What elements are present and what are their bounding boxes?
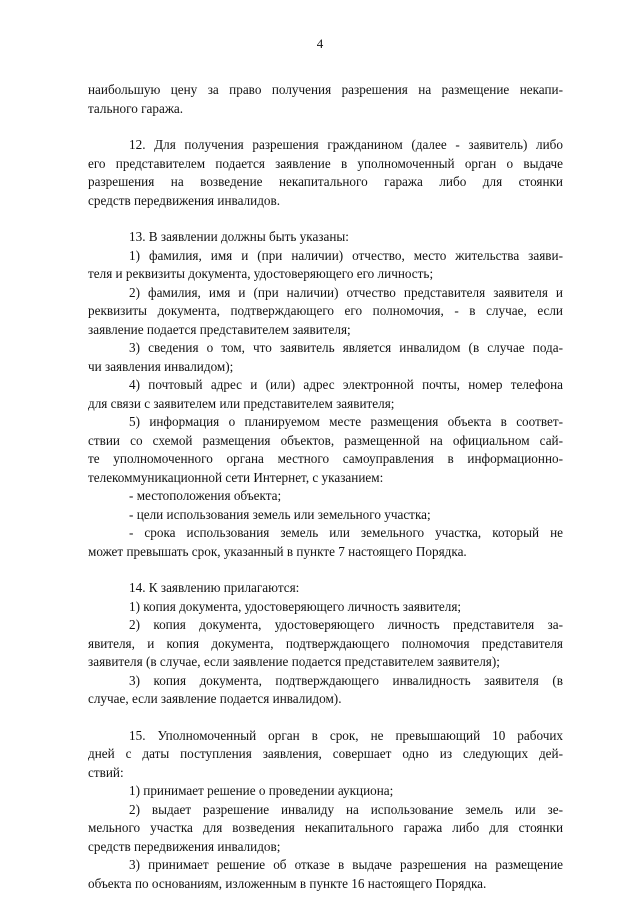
paragraph-spacer — [88, 118, 563, 136]
text-line: 1) копия документа, удостоверяющего личность заявителя; — [129, 598, 462, 614]
text-line: случае, если заявление подается инвалидом). — [88, 691, 342, 706]
text-line: наибольшую цену за право получения разрешения на размещение некапи- — [88, 82, 563, 97]
text-line: 3) принимает решение об отказе в выдаче разрешения на размещение — [129, 857, 563, 872]
text-line: средств передвижения инвалидов; — [88, 838, 281, 854]
text-line: дней с даты поступления заявления, совершает одно из следующих дей- — [88, 746, 563, 761]
text-line: те уполномоченного органа местного самоуправления в информационно- — [88, 451, 563, 466]
page-number: 4 — [316, 36, 324, 51]
text-line: 2) фамилия, имя и (при наличии) отчество представителя заявителя и — [129, 284, 563, 300]
text-line: может превышать срок, указанный в пункте 7 настоящего Порядка. — [88, 543, 467, 559]
paragraph-spacer — [88, 210, 563, 228]
text-line: для связи с заявителем или представителем заявителя; — [88, 395, 395, 411]
text-line: разрешения на возведение некапитального гаража либо для стоянки — [88, 174, 563, 189]
paragraph — [88, 579, 563, 709]
text-line: телекоммуникационной сети Интернет, с указанием: — [88, 469, 384, 485]
text-line: заявление подается представителем заявителя; — [88, 321, 351, 337]
text-line: 3) сведения о том, что заявитель является инвалидом (в случае пода- — [129, 340, 563, 355]
text-line: - срока использования земель или земельного участка, который не — [129, 525, 563, 540]
paragraph-spacer — [88, 561, 563, 579]
text-line: - местоположения объекта; — [129, 488, 282, 503]
text-line: - цели использования земель или земельного участка; — [129, 506, 431, 522]
text-line: явителя, и копия документа, подтверждающего полномочия представителя — [88, 635, 563, 651]
text-line: средств передвижения инвалидов. — [88, 192, 281, 208]
paragraph-spacer — [88, 709, 563, 727]
text-line: заявителя (в случае, если заявление подается представителем заявителя); — [88, 654, 500, 669]
text-line: 4) почтовый адрес и (или) адрес электронной почты, номер телефона — [129, 377, 563, 392]
text-line: мельного участка для возведения некапитального гаража либо для стоянки — [88, 820, 563, 835]
text-line: реквизиты документа, подтверждающего его полномочия, - в случае, если — [88, 303, 563, 318]
paragraph — [88, 81, 563, 118]
paragraph — [88, 136, 563, 210]
text-line: тального гаража. — [88, 100, 184, 116]
paragraph — [88, 228, 563, 561]
text-line: 1) принимает решение о проведении аукциона; — [129, 783, 394, 798]
text-line: чи заявления инвалидом); — [88, 358, 234, 374]
text-line: его представителем подается заявление в уполномоченный орган о выдаче — [88, 155, 563, 171]
text-line: 15. Уполномоченный орган в срок, не превышающий 10 рабочих — [129, 727, 563, 743]
text-line: теля и реквизиты документа, удостоверяющего его личность; — [88, 266, 434, 281]
text-line: 3) копия документа, подтверждающего инвалидность заявителя (в — [129, 672, 563, 688]
document-body — [88, 81, 563, 893]
text-line: ствии со схемой размещения объектов, размещенной на официальном сай- — [88, 432, 563, 448]
paragraph — [88, 727, 563, 894]
text-line: 2) выдает разрешение инвалиду на использование земель или зе- — [129, 801, 563, 817]
text-line: 13. В заявлении должны быть указаны: — [129, 229, 349, 244]
text-line: ствий: — [88, 764, 124, 780]
text-line: 1) фамилия, имя и (при наличии) отчество, место жительства заяви- — [129, 247, 563, 263]
text-line: объекта по основаниям, изложенным в пункте 16 настоящего Порядка. — [88, 875, 487, 891]
text-line: 2) копия документа, удостоверяющего личность представителя за- — [129, 617, 563, 632]
text-line: 5) информация о планируемом месте размещения объекта в соответ- — [129, 414, 563, 429]
text-line: 12. Для получения разрешения гражданином (далее - заявитель) либо — [129, 137, 563, 152]
text-line: 14. К заявлению прилагаются: — [129, 580, 300, 595]
